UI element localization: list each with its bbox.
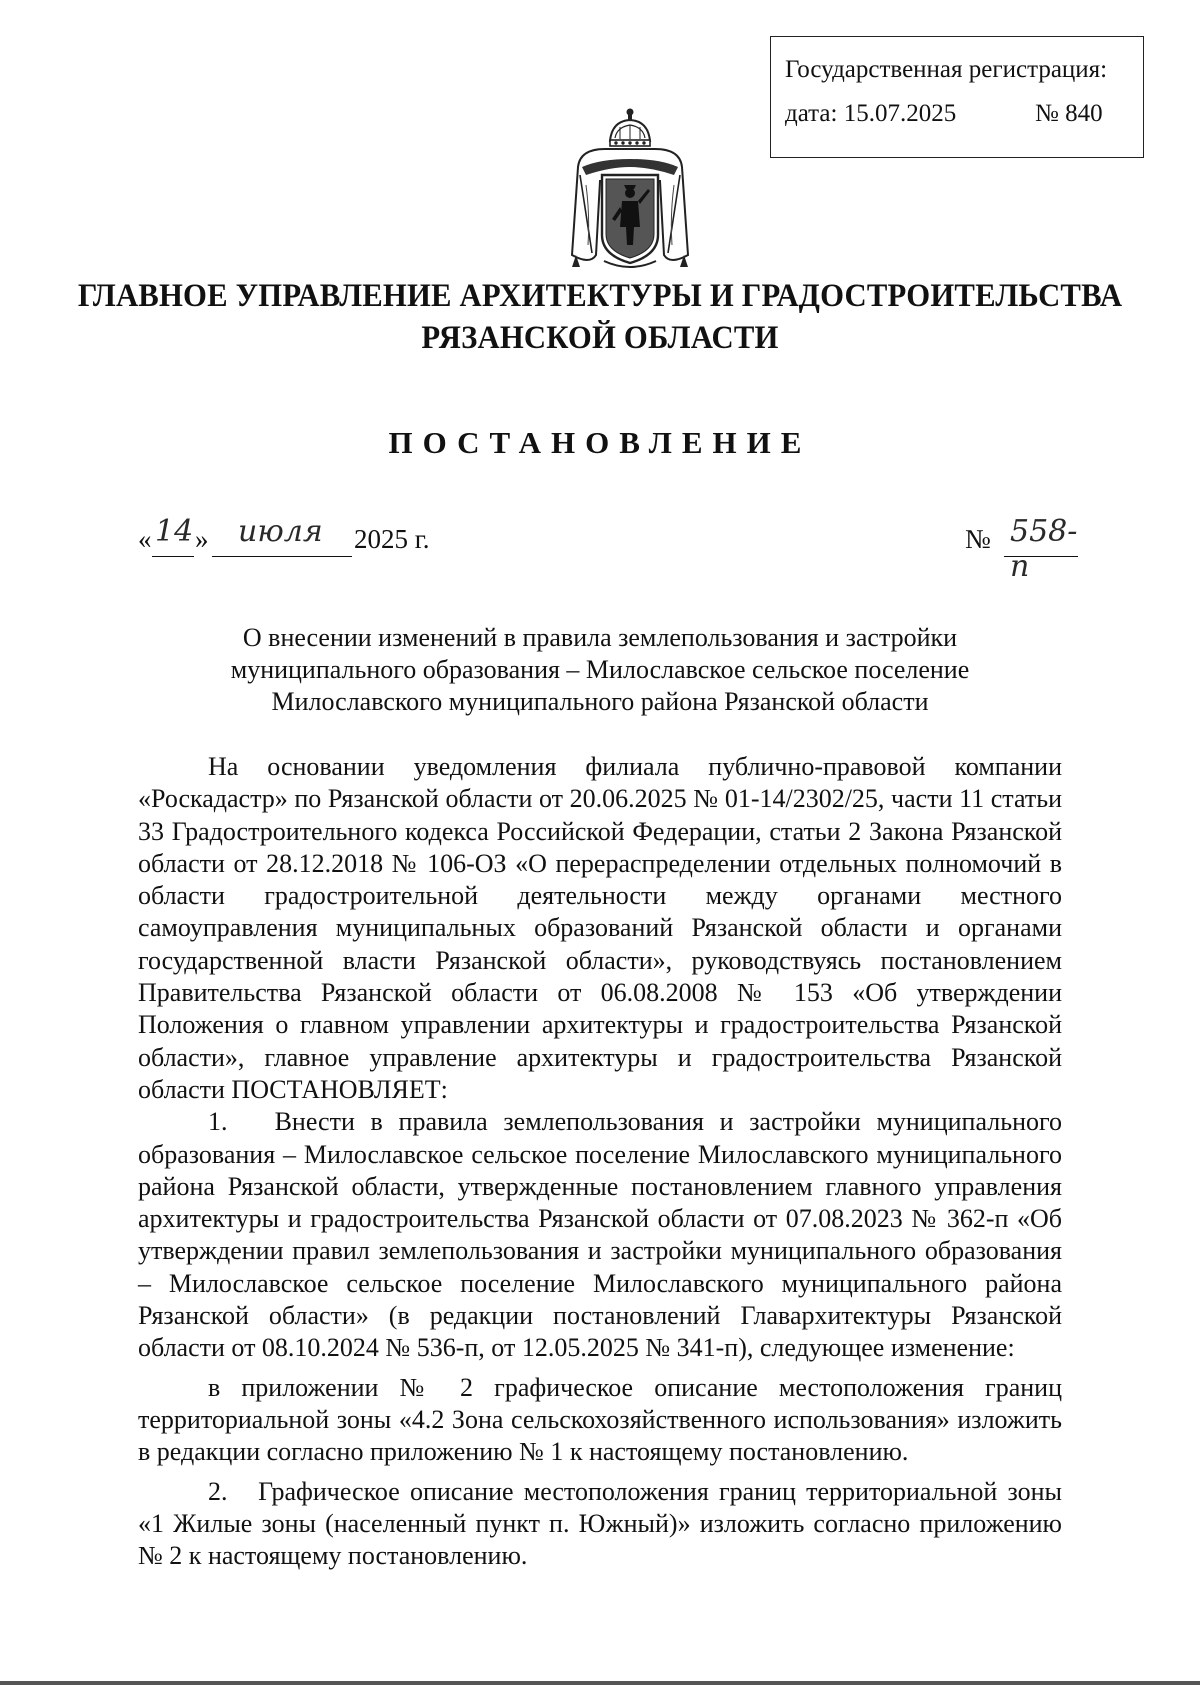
item-1-paragraph: 1. Внести в правила землепользования и застройки муниципального образования – Милославское сельское поселение Милославского муниципального района Рязанской области, утвержденные постановлением главного управления архитектуры и градостроительства Рязанской области от 07.08.2023 № 362-п «Об утверждении правил землепользования и застройки муниципального образования – Милославское сельское поселение Милославского муниципального района Рязанской области» (в редакции постановлений Главархитектуры Рязанской области от 08.10.2024 № 536-п, от 12.05.2025 № 341-п), следующее изменение:	[138, 1107, 1062, 1363]
date-close-quote: »	[195, 524, 209, 554]
item-2-paragraph: 2. Графическое описание местоположения границ территориальной зоны «1 Жилые зоны (населенный пункт п. Южный)» изложить согласно приложению № 2 к настоящему постановлению.	[138, 1476, 1062, 1571]
organization-name-line2: РЯЗАНСКОЙ ОБЛАСТИ	[421, 320, 779, 356]
document-title-line2: муниципального образования – Милославское сельское поселение	[230, 655, 970, 684]
handwritten-month: июля	[238, 514, 323, 549]
ryazan-coat-of-arms-icon	[560, 105, 700, 275]
date-open-quote: «	[138, 524, 152, 554]
organization-name	[42, 275, 1158, 359]
registration-label: Государственная регистрация:	[785, 56, 1108, 83]
handwritten-day: 14	[155, 514, 194, 549]
month-underline	[212, 556, 352, 557]
document-type-heading: ПОСТАНОВЛЕНИЕ	[388, 425, 812, 460]
scan-bottom-edge	[0, 1681, 1200, 1685]
registration-row	[785, 99, 1143, 129]
date-number-line	[138, 514, 1078, 584]
day-underline	[152, 556, 194, 557]
organization-name-line1: ГЛАВНОЕ УПРАВЛЕНИЕ АРХИТЕКТУРЫ И ГРАДОСТРОИТЕЛЬСТВА	[77, 278, 1123, 314]
document-title	[0, 622, 1200, 718]
registration-date: дата: 15.07.2025	[785, 100, 957, 127]
registration-stamp	[770, 36, 1144, 158]
date-year: 2025 г.	[354, 524, 430, 554]
registration-number: № 840	[1035, 100, 1103, 127]
item-1-subparagraph: в приложении № 2 графическое описание местоположения границ территориальной зоны «4.2 Зона сельскохозяйственного использования» изложить в редакции согласно приложению № 1 к настоящему постановлению.	[138, 1372, 1062, 1467]
preamble-paragraph: На основании уведомления филиала публично-правовой компании «Роскадастр» по Рязанской области от 20.06.2025 № 01-14/2302/25, части 11 статьи 33 Градостроительного кодекса Российской Федерации, статьи 2 Закона Рязанской области от 28.12.2018 № 106-ОЗ «О перераспределении отдельных полномочий в области градостроительной деятельности между органами местного самоуправления муниципальных образований Рязанской области и органами государственной власти Рязанской области», руководствуясь постановлением Правительства Рязанской области от 06.08.2008 № 153 «Об утверждении Положения о главном управлении архитектуры и градостроительства Рязанской области», главное управление архитектуры и градостроительства Рязанской области ПОСТАНОВЛЯЕТ:	[138, 752, 1062, 1104]
handwritten-number: 558-п	[1010, 514, 1078, 584]
document-title-line1: О внесении изменений в правила землепользования и застройки	[242, 623, 958, 652]
document-title-line3: Милославского муниципального района Рязанской области	[271, 687, 929, 716]
number-prefix: №	[965, 524, 991, 554]
document-body	[138, 751, 1062, 1572]
